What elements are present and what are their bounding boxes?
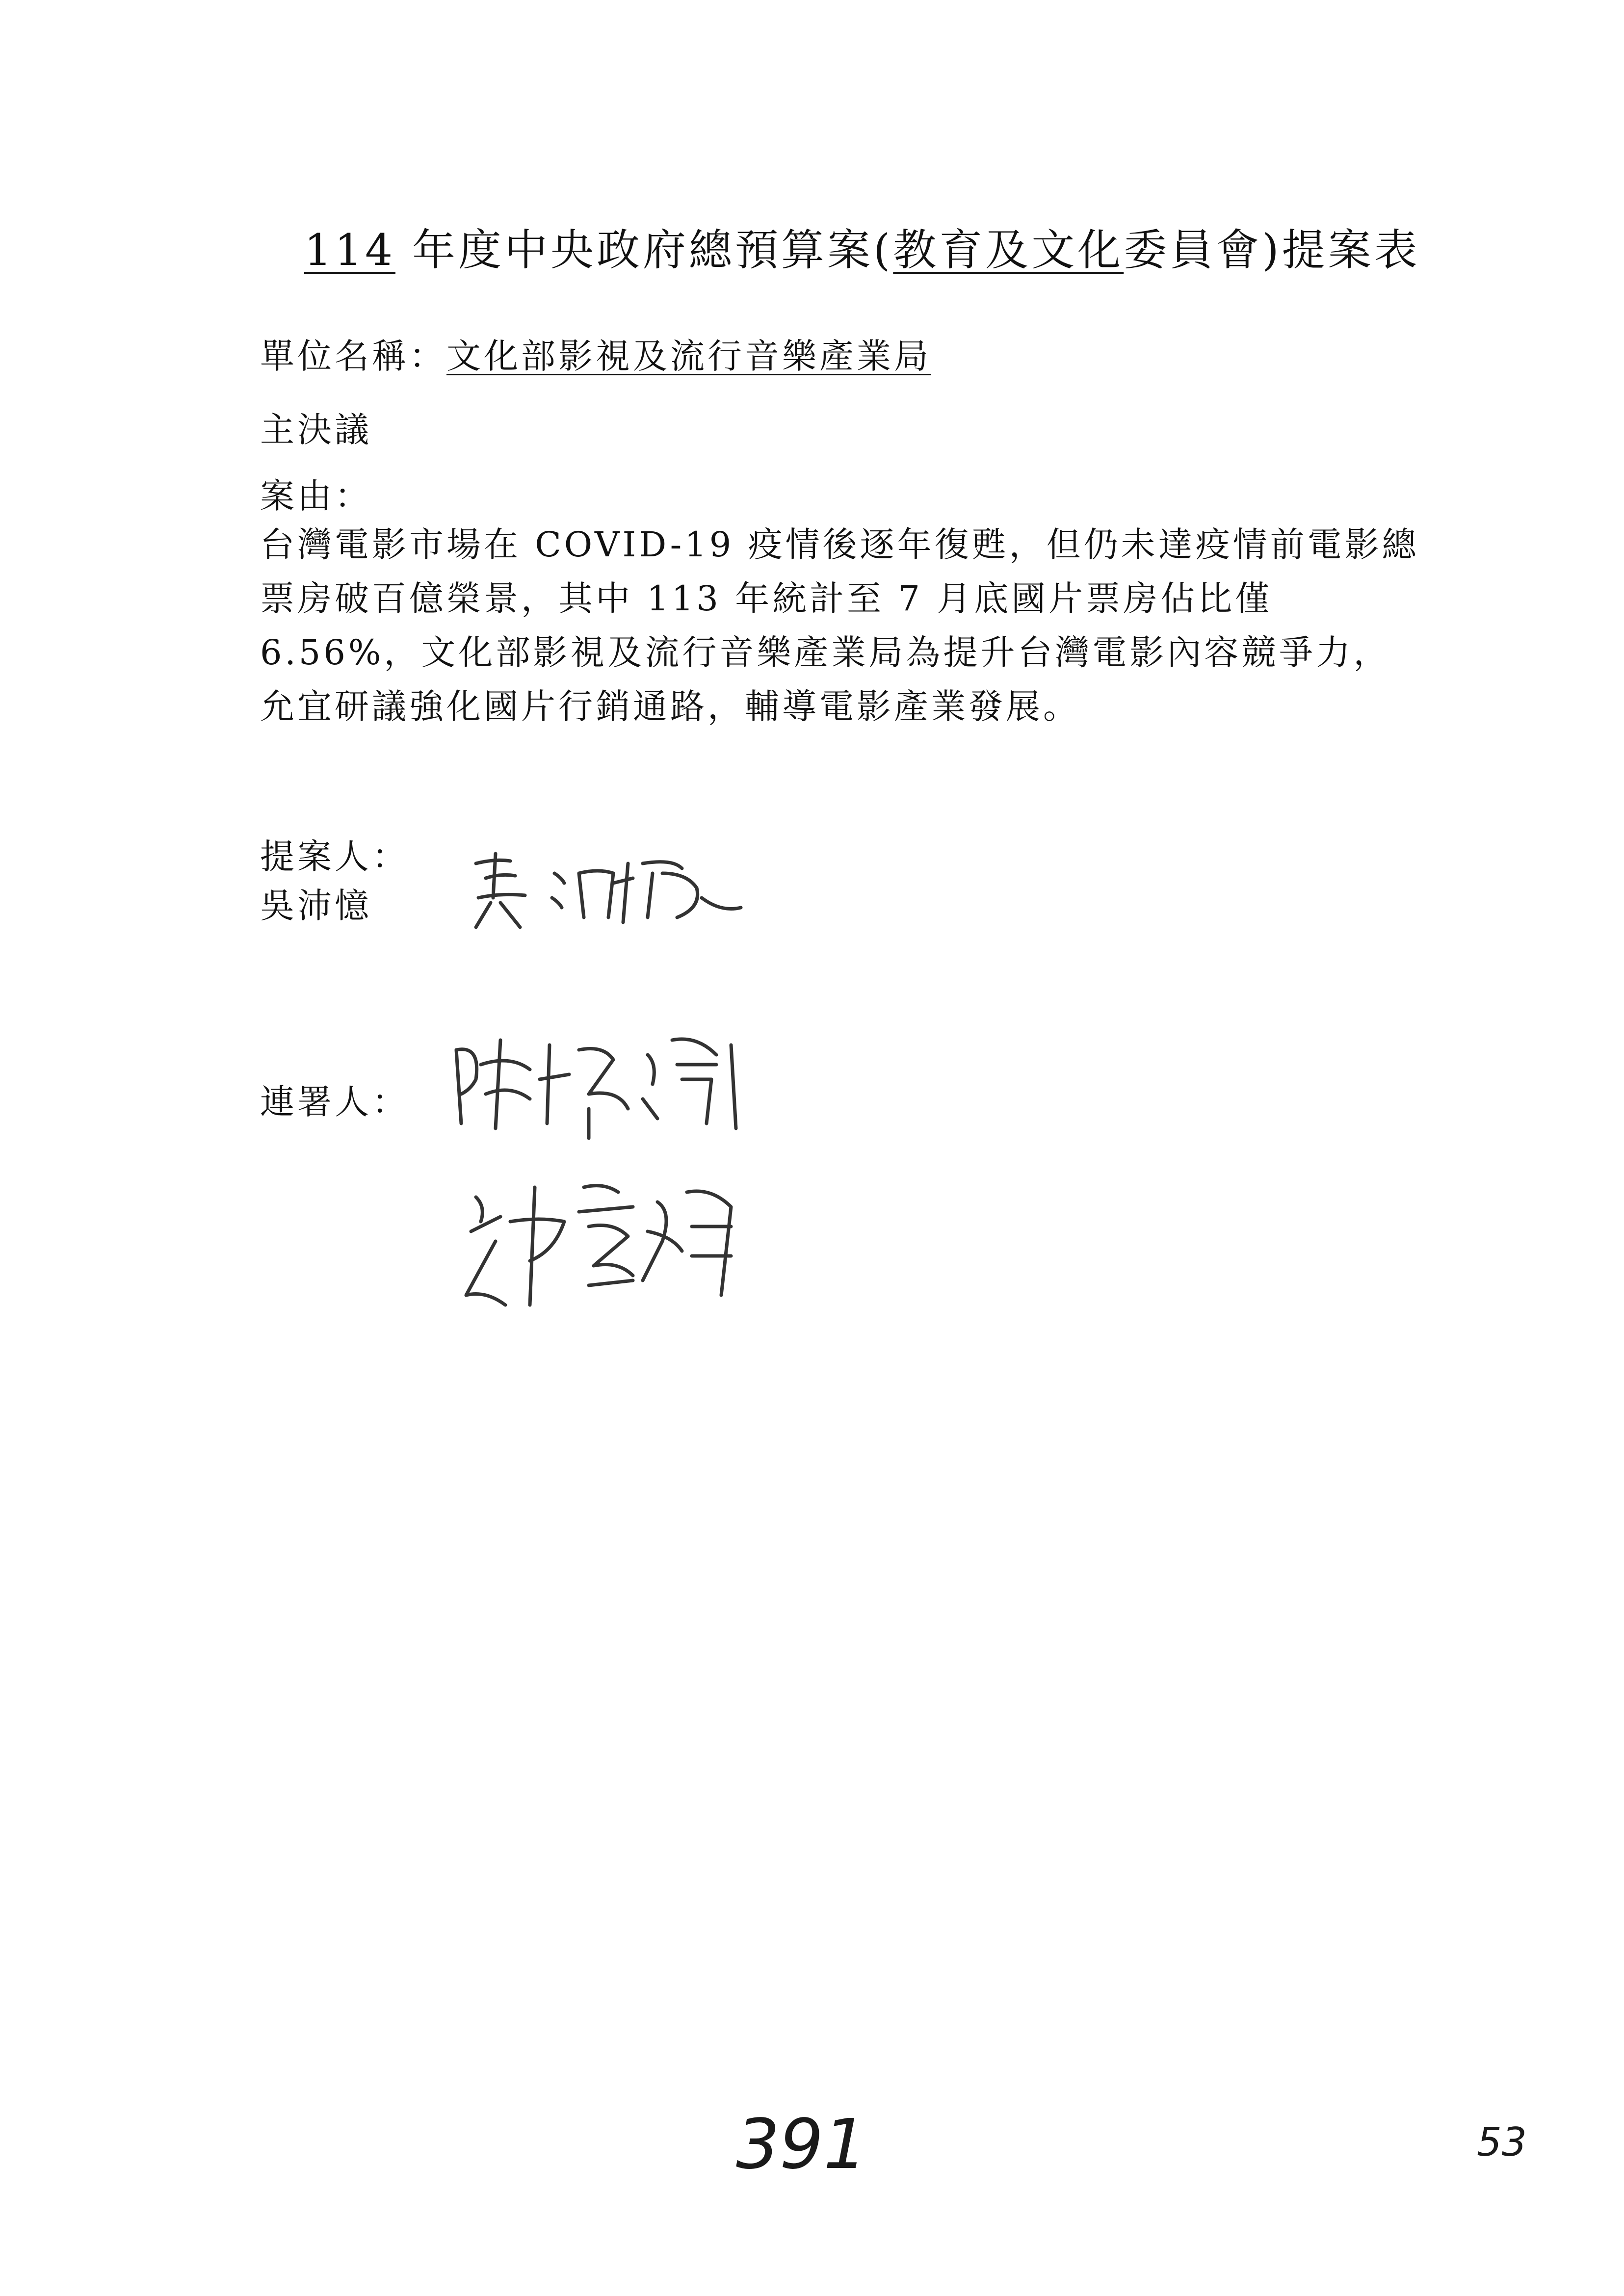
cosigner-label: 連署人： (260, 1082, 409, 1122)
reason-line: 票房破百億榮景，其中 113 年統計至 7 月底國片票房佔比僅 (260, 578, 1273, 619)
cosigner-signature-2 (456, 1168, 751, 1320)
reason-line: 台灣電影市場在 COVID-19 疫情後逐年復甦，但仍未達疫情前電影總 (260, 524, 1419, 565)
handwritten-page-number: 391 (736, 2105, 867, 2185)
document-title (304, 216, 1420, 278)
reason-body (260, 518, 1438, 733)
title-text-2: 委員會)提案表 (1124, 225, 1420, 275)
proposer-label: 提案人： (260, 836, 409, 877)
title-text-1: 年度中央政府總預算案( (395, 225, 893, 275)
reason-line: 6.56%，文化部影視及流行音樂產業局為提升台灣電影內容競爭力， (260, 632, 1391, 673)
unit-label: 單位名稱： (260, 336, 446, 376)
small-page-number: 53 (1477, 2119, 1527, 2165)
unit-row (260, 329, 931, 378)
proposer-name: 吳沛憶 (260, 886, 372, 926)
reason-line: 允宜研議強化國片行銷通路，輔導電影產業發展。 (260, 686, 1080, 727)
title-committee: 教育及文化 (893, 225, 1124, 275)
proposer-signature (466, 844, 760, 937)
resolution-type: 主決議 (260, 410, 372, 450)
cosigner-signature-1 (442, 1025, 746, 1143)
title-year: 114 (304, 225, 395, 275)
unit-value: 文化部影視及流行音樂產業局 (446, 336, 931, 376)
reason-label: 案由： (260, 476, 372, 516)
